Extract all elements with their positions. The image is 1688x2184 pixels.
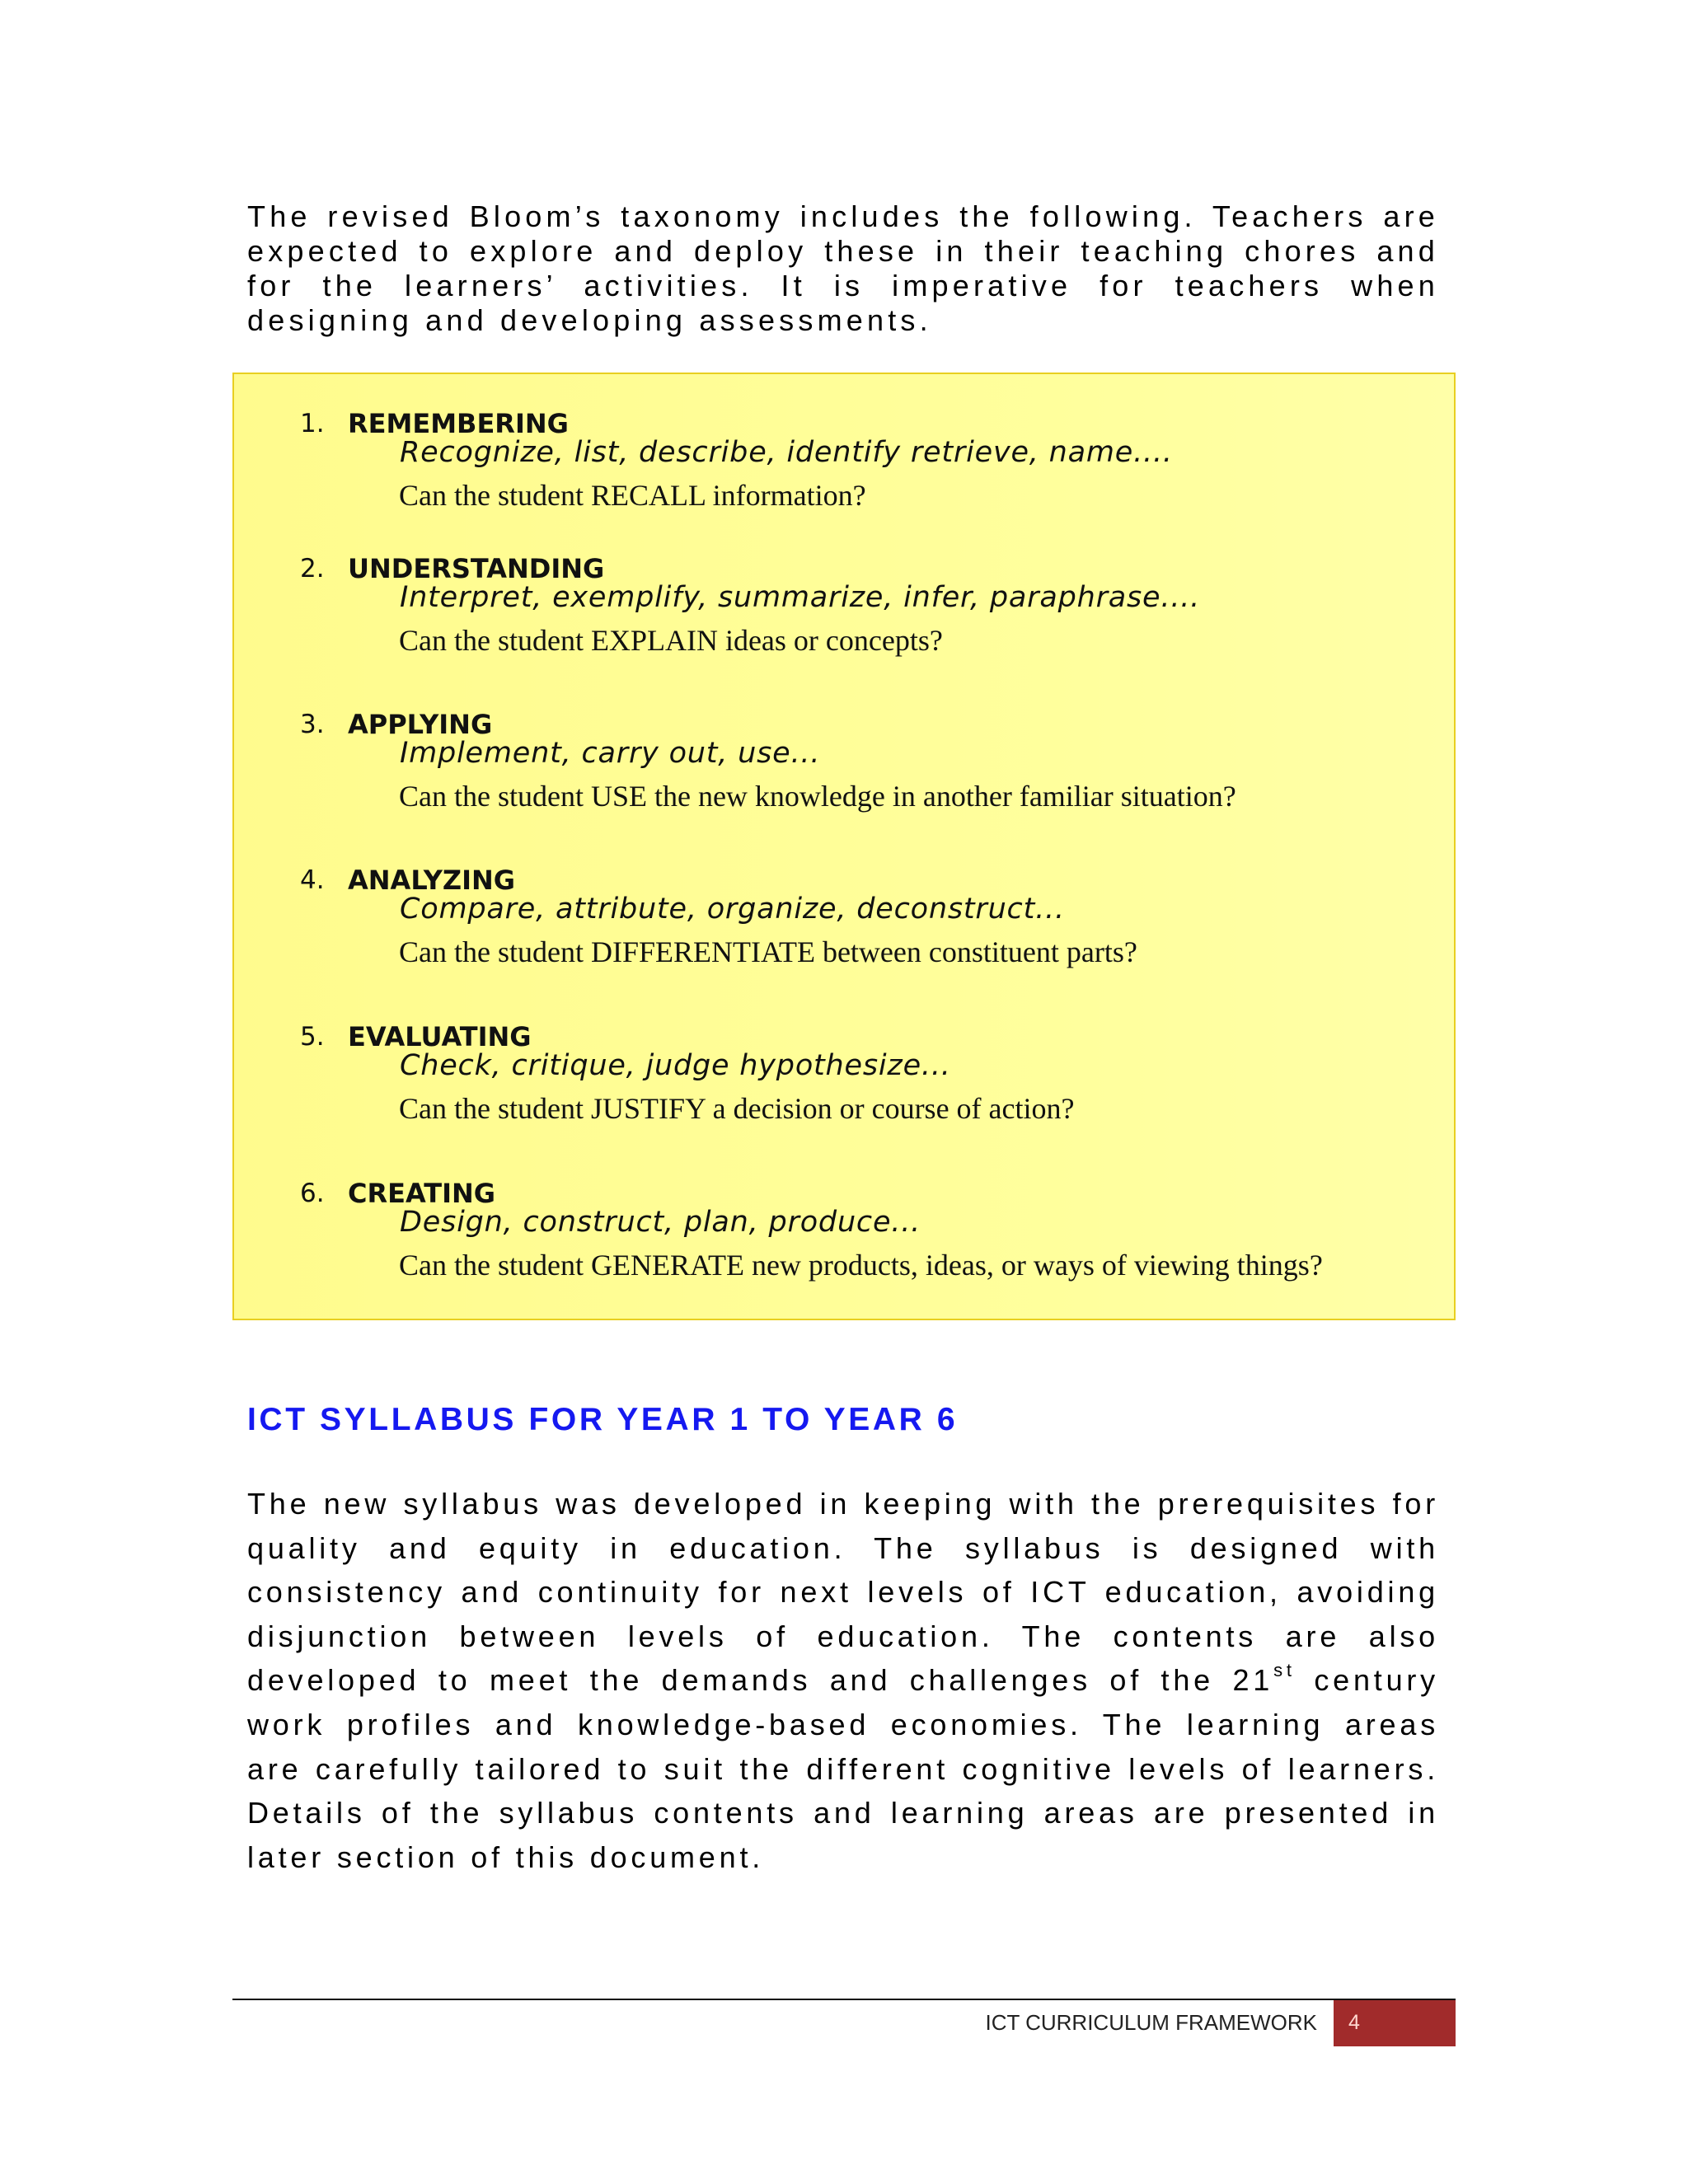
page-number-box — [1334, 2000, 1456, 2046]
level-title: ANALYZING — [348, 865, 516, 896]
level-question: Can the student JUSTIFY a decision or course of action? — [399, 1092, 1075, 1125]
level-verbs: Interpret, exemplify, summarize, infer, paraphrase.... — [400, 581, 1201, 614]
level-question: Can the student DIFFERENTIATE between constituent parts? — [399, 935, 1137, 968]
bloom-level-evaluating — [234, 1020, 1454, 1152]
bloom-taxonomy-box — [232, 373, 1456, 1320]
level-verbs: Implement, carry out, use... — [400, 737, 821, 770]
ordinal-superscript: st — [1273, 1660, 1296, 1681]
level-title: UNDERSTANDING — [348, 553, 605, 584]
level-verbs: Check, critique, judge hypothesize... — [400, 1049, 951, 1082]
level-number: 1. — [300, 409, 325, 438]
level-question: Can the student EXPLAIN ideas or concepts? — [399, 624, 943, 657]
section-heading: ICT SYLLABUS FOR YEAR 1 TO YEAR 6 — [247, 1402, 959, 1437]
level-number: 4. — [300, 865, 325, 895]
bloom-level-analyzing — [234, 864, 1454, 996]
level-question: Can the student RECALL information? — [399, 479, 866, 512]
bloom-level-understanding — [234, 552, 1454, 684]
level-question: Can the student GENERATE new products, ideas, or ways of viewing things? — [399, 1249, 1323, 1282]
syllabus-paragraph-text-after-superscript: century work profiles and knowledge-based economies. The learning areas are carefully tailored to suit the different cognitive levels of learners. Details of the syllabus contents and learning areas are presented in later section of this document. — [247, 1663, 1439, 1874]
level-number: 3. — [300, 710, 325, 739]
bloom-level-remembering — [234, 407, 1454, 539]
level-title: APPLYING — [348, 709, 493, 740]
level-question: Can the student USE the new knowledge in another familiar situation? — [399, 780, 1236, 813]
footer-rule — [232, 1999, 1456, 2000]
level-verbs: Compare, attribute, organize, deconstruct... — [400, 893, 1065, 926]
footer-title: ICT CURRICULUM FRAMEWORK — [985, 2010, 1317, 2035]
intro-paragraph: The revised Bloom’s taxonomy includes the following. Teachers are expected to explore and deploy these in their teaching chores and for the learners’ activities. It is imperative for teachers when designing and developing assessments. — [247, 199, 1439, 337]
level-title: EVALUATING — [348, 1021, 532, 1052]
level-title: REMEMBERING — [348, 408, 569, 439]
level-number: 5. — [300, 1022, 325, 1052]
bloom-level-applying — [234, 708, 1454, 840]
syllabus-paragraph — [247, 1482, 1439, 1879]
bloom-taxonomy-list — [234, 374, 1454, 1319]
level-number: 2. — [300, 554, 325, 583]
level-title: CREATING — [348, 1178, 496, 1209]
page-number: 4 — [1348, 2011, 1360, 2034]
level-verbs: Design, construct, plan, produce... — [400, 1206, 921, 1239]
level-number: 6. — [300, 1179, 325, 1208]
bloom-level-creating — [234, 1177, 1454, 1309]
syllabus-paragraph-text-before-superscript: The new syllabus was developed in keeping with the prerequisites for quality and equity in education. The syllabus is designed with consistency and continuity for next levels of ICT education, avoiding disjunction between levels of education. The contents are also developed to meet the demands and challenges of the 21 — [247, 1487, 1439, 1698]
level-verbs: Recognize, list, describe, identify retrieve, name.... — [400, 436, 1173, 469]
